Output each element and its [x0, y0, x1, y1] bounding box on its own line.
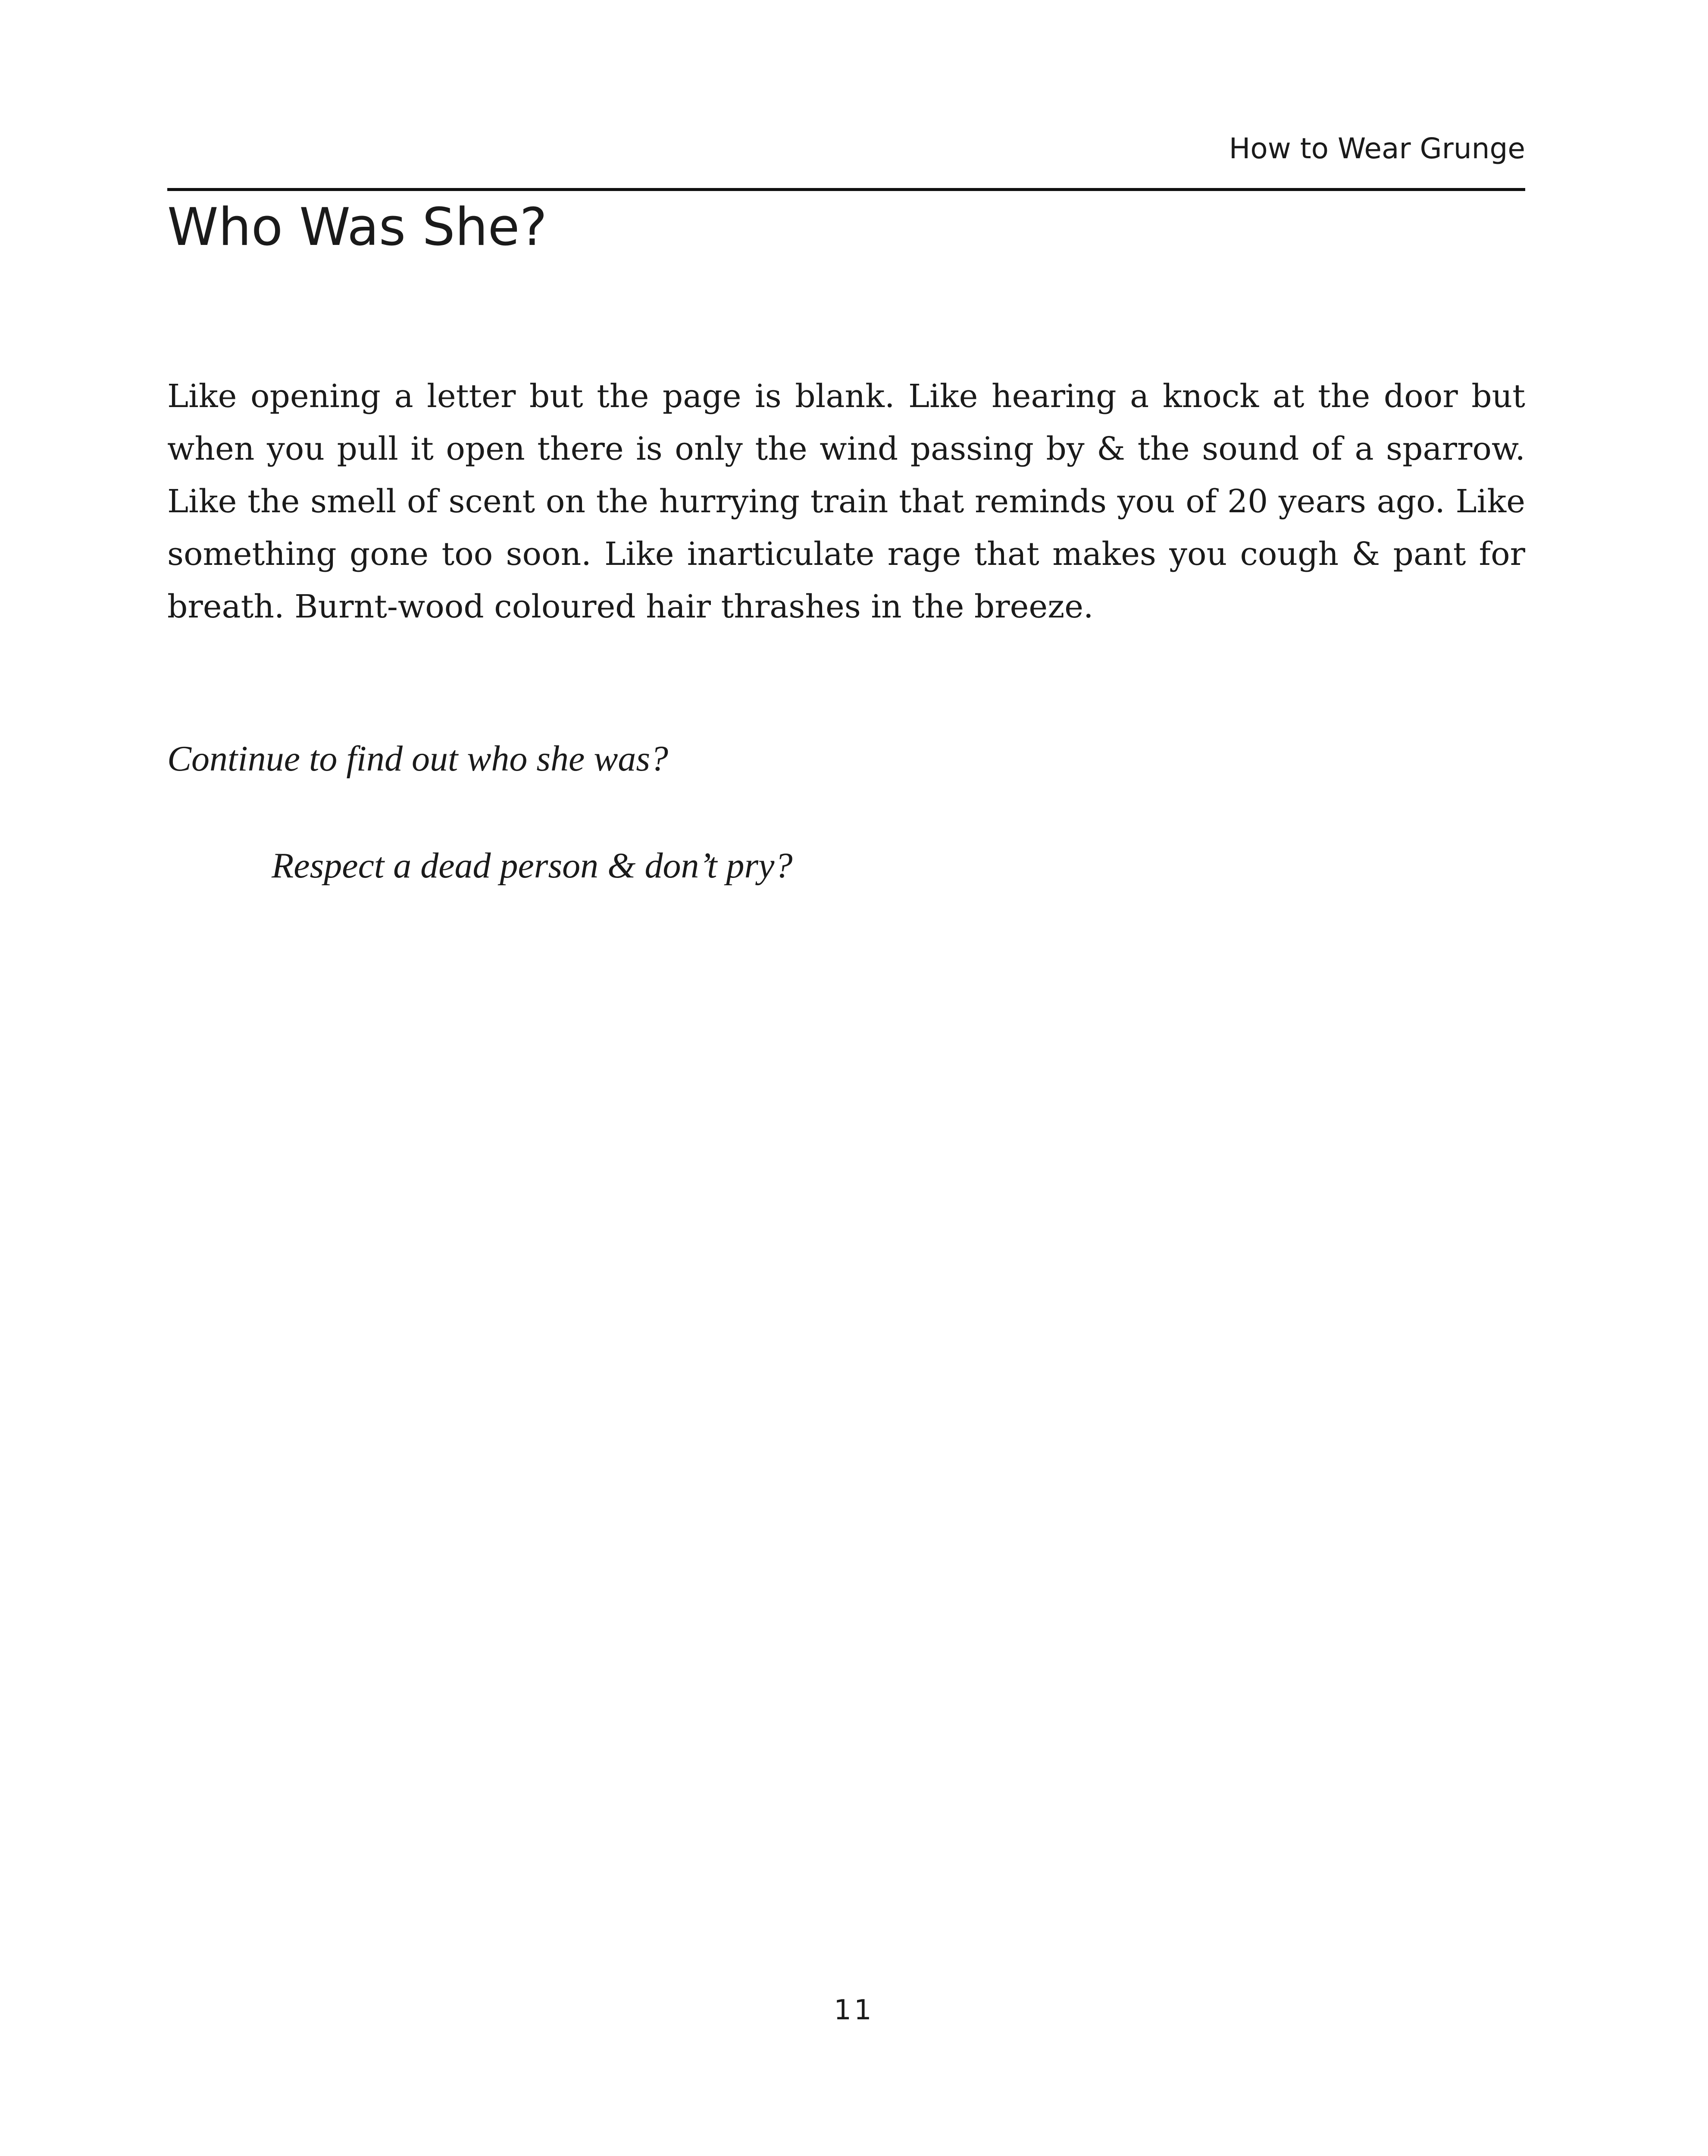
choice-respect: Respect a dead person & don’t pry?	[272, 846, 793, 886]
chapter-title: Who Was She?	[167, 197, 547, 257]
running-header: How to Wear Grunge	[1229, 132, 1525, 165]
page-number: 11	[834, 1994, 874, 2026]
header-divider	[167, 188, 1525, 191]
choice-continue: Continue to find out who she was?	[167, 739, 669, 779]
body-paragraph: Like opening a letter but the page is blank. Like hearing a knock at the door but when you pull it open there is only the wind passing by & the sound of a sparrow. Like the smell of scent on the hurrying train that reminds you of 20 years ago. Like something gone too soon. Like inarticulate rage that makes you cough & pant for breath. Burnt-wood coloured hair thrashes in the breeze.	[167, 378, 1525, 625]
